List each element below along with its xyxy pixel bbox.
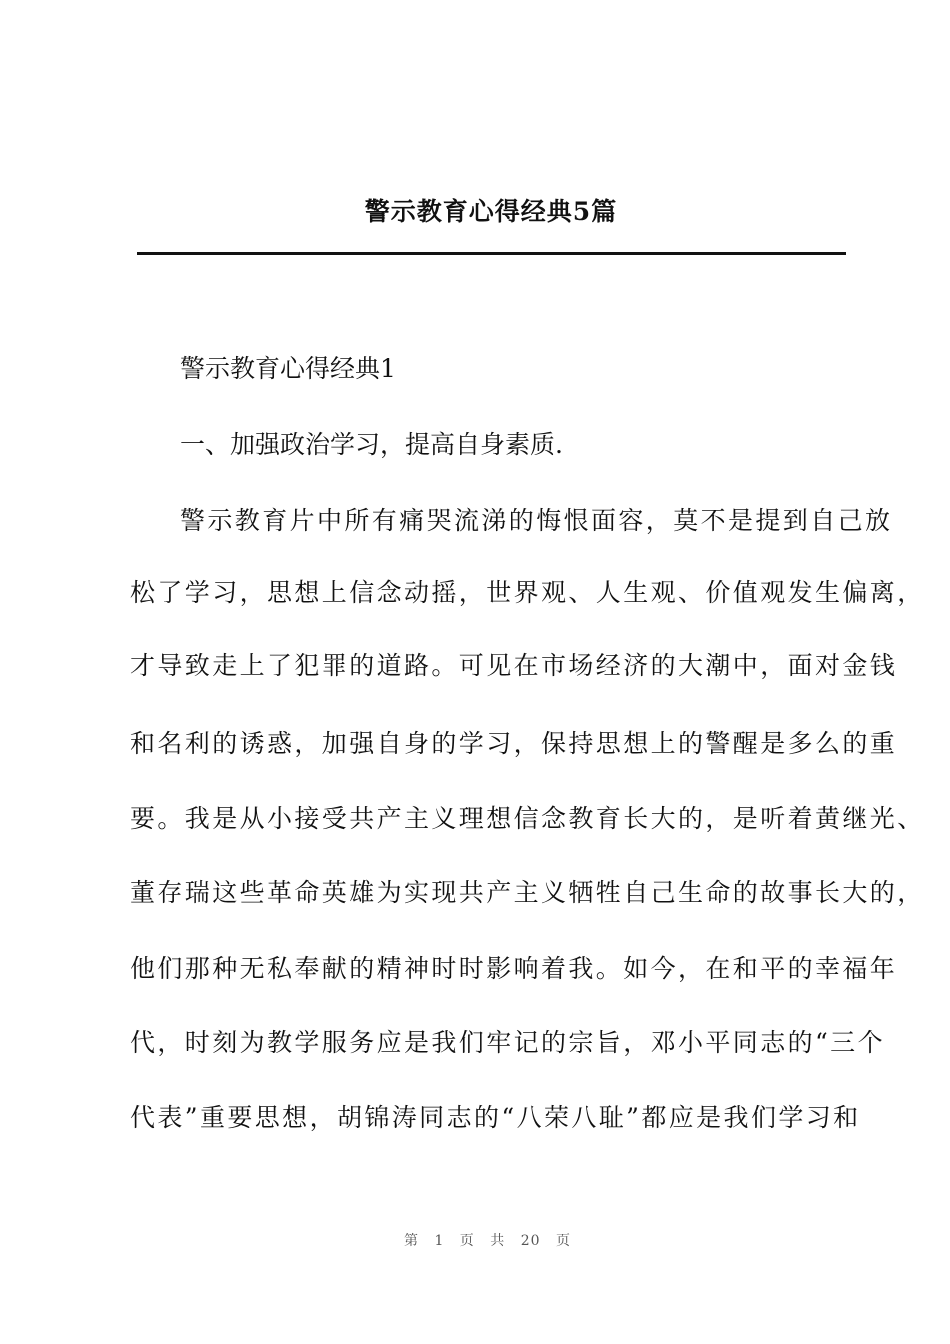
document-title: 警示教育心得经典5篇 bbox=[364, 197, 618, 226]
page-footer: 第 1 页 共 20 页 bbox=[404, 1233, 571, 1249]
body-line: 警示教育片中所有痛哭流涕的悔恨面容，莫不是提到自己放 bbox=[180, 506, 893, 535]
body-line: 代表”重要思想，胡锦涛同志的“八荣八耻”都应是我们学习和 bbox=[130, 1103, 861, 1132]
body-line: 松了学习，思想上信念动摇，世界观、人生观、价值观发生偏离， bbox=[130, 578, 925, 607]
title-underline bbox=[137, 252, 846, 255]
section-heading: 警示教育心得经典1 bbox=[180, 354, 396, 383]
body-line: 董存瑞这些革命英雄为实现共产主义牺牲自己生命的故事长大的， bbox=[130, 878, 925, 907]
body-line: 代，时刻为教学服务应是我们牢记的宗旨，邓小平同志的“三个 bbox=[130, 1028, 885, 1057]
body-line: 他们那种无私奉献的精神时时影响着我。如今，在和平的幸福年 bbox=[130, 954, 898, 983]
body-line: 才导致走上了犯罪的道路。可见在市场经济的大潮中，面对金钱 bbox=[130, 651, 898, 680]
body-line: 要。我是从小接受共产主义理想信念教育长大的，是听着黄继光、 bbox=[130, 804, 925, 833]
subheading: 一、加强政治学习，提高自身素质. bbox=[180, 430, 563, 459]
body-line: 和名利的诱惑，加强自身的学习，保持思想上的警醒是多么的重 bbox=[130, 729, 898, 758]
